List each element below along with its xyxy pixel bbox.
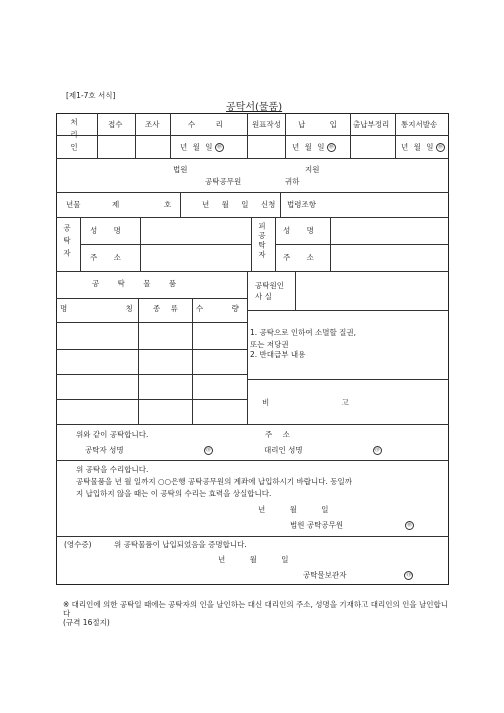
depositor-sign: 공탁자 성명 ㊞	[85, 445, 211, 455]
form-label: [제1-7호 서식]	[66, 91, 116, 100]
beneficiary-label: 피공탁자	[257, 222, 267, 260]
officer-field: 공탁공무원	[205, 177, 242, 186]
footnote: ※ 대리인에 의한 공탁일 때에는 공탁자의 인을 날인하는 대신 대리인의 주소, 성명을 기재하고 대리인의 인을 날인합니다	[63, 600, 448, 618]
header-receipt: 접수	[108, 120, 123, 129]
notice-seal: ㊞	[437, 144, 443, 150]
office-side-label: 처리인	[69, 118, 79, 156]
accept-date-line: 년 월 일	[258, 505, 329, 514]
declare-address: 주 소	[265, 430, 290, 439]
receipt-text: 위 공탁물품이 납입되었음을 증명합니다.	[114, 540, 247, 549]
accept-seal: ㊞	[407, 522, 413, 528]
apply-date: 년 월 일 신청	[202, 200, 276, 209]
goods-col-qty: 수 량	[196, 304, 239, 313]
law-field: 법령조항	[287, 200, 316, 209]
goods-header: 공 탁 물 품	[92, 279, 177, 288]
receipt-date: 년 월 일	[218, 555, 289, 564]
agent-seal: ㊞	[374, 447, 380, 453]
header-notice: 통지서발송	[401, 120, 438, 129]
depositor-seal: ㊞	[205, 447, 211, 453]
depositor-name: 성 명	[90, 226, 121, 235]
accept-line-2: 공탁물품을 년 월 일까지 ○○은행 공탁공무원의 계좌에 납입하시기 바랍니다. 동일까	[76, 477, 353, 486]
note-1: 1. 공탁으로 인하여 소멸할 질권, 또는 저당권	[250, 328, 357, 349]
accept-seal: ㊞	[216, 144, 222, 150]
payment-seal: ㊞	[328, 144, 334, 150]
cause-label: 공탁원인 사 실	[255, 281, 284, 301]
beneficiary-name: 성 명	[283, 226, 314, 235]
header-review: 조사	[145, 120, 160, 129]
footnote-spec: (규격 16절지)	[63, 618, 110, 627]
receipt-seal: ㊞	[406, 572, 412, 578]
depositor-label: 공탁자	[62, 224, 72, 262]
accept-sign: 법원 공탁공무원 ㊞	[290, 520, 413, 530]
agent-sign: 대리인 성명 ㊞	[264, 445, 380, 455]
case-je: 제	[112, 200, 120, 209]
receipt-label: (영수증)	[64, 540, 92, 549]
accept-date: 년 월 일 ㊞	[180, 142, 222, 152]
header-ledger: 원표작성	[252, 120, 281, 129]
accept-line-1: 위 공탁을 수리합니다.	[76, 465, 149, 474]
case-year: 년물	[66, 200, 81, 209]
header-cashbook: 출납부정리	[353, 120, 390, 129]
header-accept: 수 리	[188, 120, 223, 129]
depositor-address: 주 소	[90, 253, 121, 262]
goods-col-type: 종 류	[153, 304, 178, 313]
header-payment: 납 입	[298, 120, 337, 129]
branch-field: 지원	[305, 165, 320, 174]
accept-line-3: 지 납입하지 않을 때는 이 공탁의 수리는 효력을 상실합니다.	[76, 489, 272, 498]
beneficiary-address: 주 소	[283, 253, 314, 262]
page-title: 공탁서(물품)	[226, 102, 283, 113]
court-field: 법원	[173, 165, 188, 174]
payment-date: 년 월 일 ㊞	[292, 142, 334, 152]
case-ho: 호	[164, 200, 172, 209]
declare-text: 위와 같이 공탁합니다.	[76, 430, 149, 439]
note-2: 2. 반대급부 내용	[250, 350, 306, 359]
remarks-label: 비 고	[262, 398, 349, 407]
goods-col-name: 명 칭	[60, 304, 133, 313]
officer-suffix: 귀하	[285, 177, 300, 186]
notice-date: 년 월 일 ㊞	[401, 142, 443, 152]
receipt-sign: 공탁물보관자 ㊞	[303, 570, 412, 580]
